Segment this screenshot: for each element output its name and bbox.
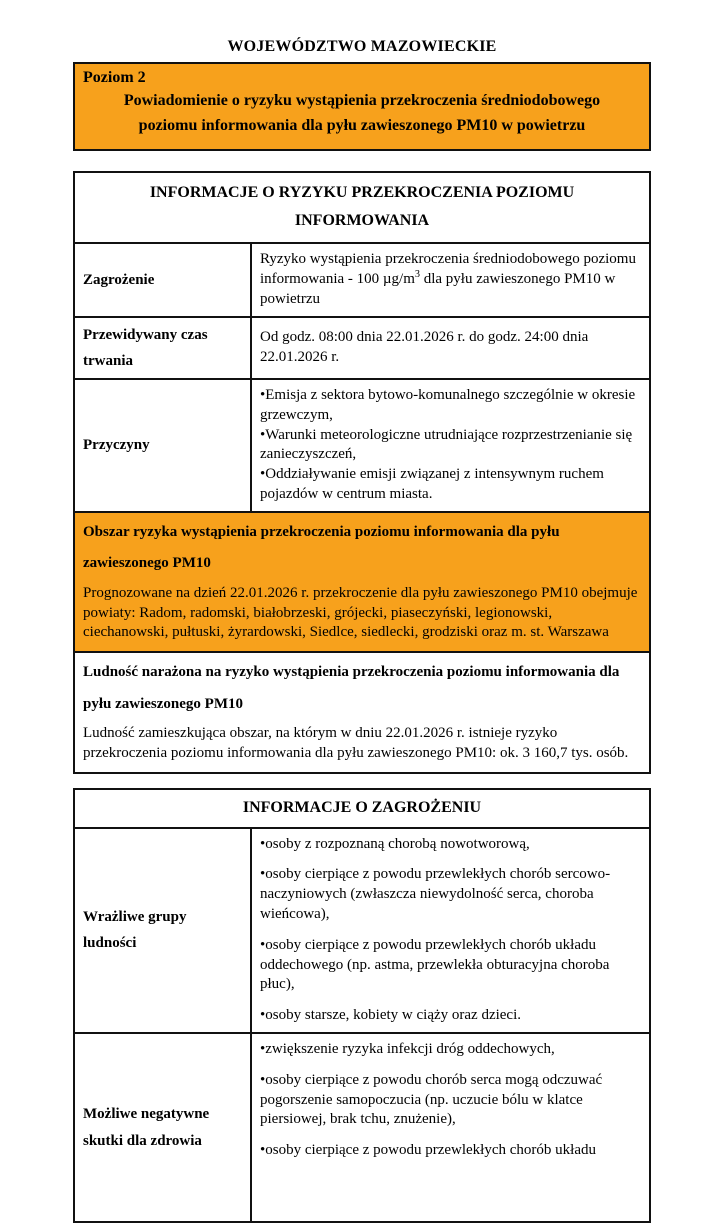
sensitive-group-item: • osoby cierpiące z powodu przewlekłych chorób układu oddechowego (np. astma, przewlekła obturacyjna choroba płuc), [260,936,641,995]
threat-value-text: Ryzyko wystąpienia przekroczenia średniodobowego poziomu informowania - 100 µg/m [260,251,636,287]
alert-level-label: Poziom 2 [83,69,146,86]
alert-banner [73,62,651,151]
sensitive-group-item: • osoby z rozpoznaną chorobą nowotworową, [260,835,641,855]
duration-value: Od godz. 08:00 dnia 22.01.2026 r. do godz. 24:00 dnia 22.01.2026 r. [251,317,650,380]
sensitive-groups-value [251,828,650,1033]
threat-value-superscript: 3 [414,268,420,280]
risk-table-title: INFORMACJE O RYZYKU PRZEKROCZENIA POZIOMU INFORMOWANIA [74,172,650,244]
threat-value [251,243,650,316]
health-effect-item: • osoby cierpiące z powodu przewlekłych chorób układu [260,1141,641,1161]
health-effect-item: • zwiększenie ryzyka infekcji dróg oddechowych, [260,1040,641,1060]
health-effects-label: Możliwe negatywne skutki dla zdrowia [74,1033,251,1222]
table-row-threat [74,243,650,316]
cause-item: • Warunki meteorologiczne utrudniające rozprzestrzenianie się zanieczyszczeń, [260,426,641,466]
hazard-table-title: INFORMACJE O ZAGROŻENIU [74,789,650,828]
risk-info-table [73,171,651,774]
sensitive-group-item: • osoby starsze, kobiety w ciąży oraz dzieci. [260,1006,641,1026]
alert-message: Powiadomienie o ryzyku wystąpienia przekroczenia średniodobowego poziomu informowania dla pyłu zawieszonego PM10 w powietrzu [123,92,601,134]
population-body: Ludność zamieszkująca obszar, na którym w dniu 22.01.2026 r. istnieje ryzyko przekroczenia poziomu informowania dla pyłu zawieszonego PM10: ok. 3 160,7 tys. osób. [83,725,629,762]
health-effects-value [251,1033,650,1222]
causes-value [251,379,650,512]
hazard-table-clip-region [73,788,651,1159]
hazard-table-title-row [74,789,650,828]
cause-item: • Oddziaływanie emisji związanej z intensywnym ruchem pojazdów w centrum miasta. [260,465,641,505]
table-row-duration [74,317,650,380]
table-row-health-effects [74,1033,650,1222]
sensitive-groups-label: Wrażliwe grupy ludności [74,828,251,1033]
table-row-population [74,652,650,773]
hazard-info-table [73,788,651,1223]
population-cell [74,652,650,773]
table-row-sensitive-groups [74,828,650,1033]
duration-label: Przewidywany czas trwania [74,317,251,380]
threat-value-text-after: dla pyłu zawieszonego PM10 w powietrzu [260,270,616,307]
cause-item: • Emisja z sektora bytowo-komunalnego szczególnie w okresie grzewczym, [260,386,641,426]
risk-area-cell [74,512,650,652]
table-row-risk-area [74,512,650,652]
sensitive-group-item: • osoby cierpiące z powodu przewlekłych chorób sercowo-naczyniowych (zwłaszcza niewydolność serca, choroba wieńcowa), [260,865,641,924]
page-title: WOJEWÓDZTWO MAZOWIECKIE [227,38,497,55]
threat-label: Zagrożenie [74,243,251,316]
population-title: Ludność narażona na ryzyko wystąpienia przekroczenia poziomu informowania dla pyłu zawieszonego PM10 [83,664,620,712]
risk-area-title: Obszar ryzyka wystąpienia przekroczenia poziomu informowania dla pyłu zawieszonego PM10 [83,523,560,572]
table-row-causes [74,379,650,512]
health-effect-item: • osoby cierpiące z powodu chorób serca mogą odczuwać pogorszenie samopoczucia (np. uczucie bólu w klatce piersiowej, brak tchu, znużenie), [260,1071,641,1130]
risk-table-title-row [74,172,650,244]
risk-area-body: Prognozowane na dzień 22.01.2026 r. przekroczenie dla pyłu zawieszonego PM10 obejmuje powiaty: Radom, radomski, białobrzeski, grójecki, piaseczyński, legionowski, ciechanowski, pułtuski, żyrardowski, Siedlce, siedlecki, grodziski oraz m. st. Warszawa [83,584,638,641]
causes-label: Przyczyny [74,379,251,512]
